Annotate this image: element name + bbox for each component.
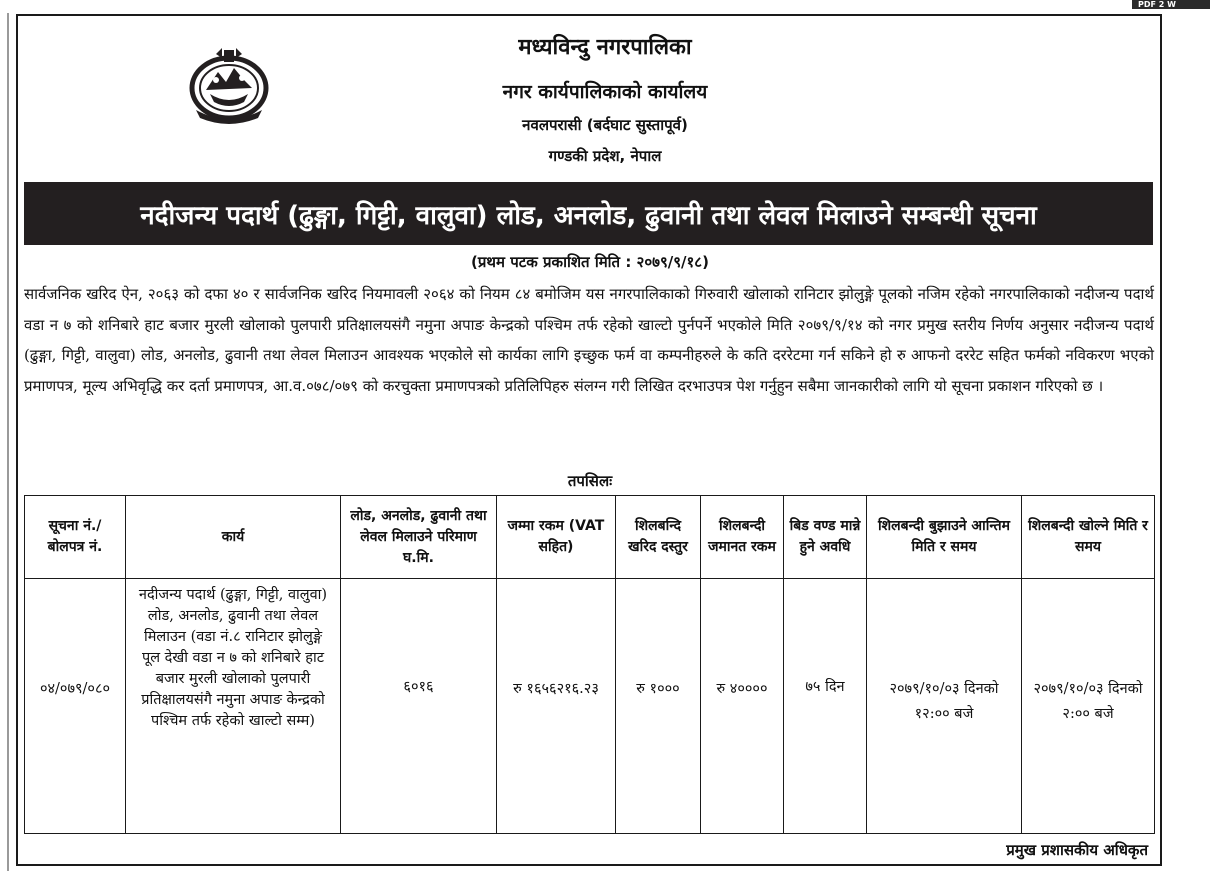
col-header-quantity: लोड, अनलोड, ढुवानी तथा लेवल मिलाउने परिमाण घ.मि. [341, 496, 497, 579]
cell-submission-deadline: २०७९/१०/०३ दिनको १२:०० बजे [867, 579, 1022, 834]
schedule-heading: तपसिलः [567, 472, 613, 490]
notice-title: नदीजन्य पदार्थ (ढुङ्गा, गिट्टी, वालुवा) लोड, अनलोड, ढुवानी तथा लेवल मिलाउने सम्बन्धी सूचना [140, 200, 1037, 231]
cell-validity: ७५ दिन [784, 579, 867, 834]
office-location: नवलपरासी (बर्दघाट सुस्तापूर्व) [522, 116, 688, 134]
page-edge-rule [7, 13, 9, 871]
office-name: नगर कार्यपालिकाको कार्यालय [502, 81, 708, 103]
col-header-work: कार्य [126, 496, 341, 579]
cell-quantity: ६०१६ [341, 579, 497, 834]
municipality-name: मध्यविन्दु नगरपालिका [518, 35, 692, 60]
table-row [25, 579, 1155, 834]
col-header-submission-deadline: शिलबन्दी बुझाउने आन्तिम मिति र समय [867, 496, 1022, 579]
cell-total-amount: रु १६५६२१६.२३ [497, 579, 616, 834]
tender-table [24, 495, 1155, 834]
col-header-validity: बिड वण्ड मान्ने हुने अवधि [784, 496, 867, 579]
province-line: गण्डकी प्रदेश, नेपाल [548, 147, 662, 165]
signatory-title: प्रमुख प्रशासकीय अधिकृत [1006, 841, 1148, 859]
col-header-opening-time: शिलबन्दी खोल्ने मिति र समय [1022, 496, 1155, 579]
cell-bid-security: रु ४०००० [701, 579, 784, 834]
col-header-total-amount: जम्मा रकम (VAT सहित) [497, 496, 616, 579]
first-published-date: (प्रथम पटक प्रकाशित मिति : २०७९/९/१८) [471, 253, 709, 271]
col-header-notice-no: सूचना नं./ बोलपत्र नं. [25, 496, 126, 579]
cell-opening-time: २०७९/१०/०३ दिनको २:०० बजे [1022, 579, 1155, 834]
notice-body: सार्वजनिक खरिद ऐन, २०६३ को दफा ४० र सार्वजनिक खरिद नियमावली २०६४ को नियम ८४ बमोजिम यस नगरपालिकाको गिरुवारी खोलाको रानिटार झोलुङ्गे पूलको नजिम रहेको नगरपालिकाको नदीजन्य पदार्थ वडा न ७ को शनिबारे हाट बजार मुरली खोलाको पुलपारी प्रतिक्षालयसंगै नमुना अपाङ केन्द्रको पश्चिम तर्फ रहेको खाल्टो पुर्नपर्ने भएकोले मिति २०७९/९/१४ को नगर प्रमुख स्तरीय निर्णय अनुसार नदीजन्य पदार्थ (ढुङ्गा, गिट्टी, वालुवा) लोड, अनलोड, ढुवानी तथा लेवल मिलाउन आवश्यक भएकोले सो कार्यका लागि इच्छुक फर्म वा कम्पनीहरुले के कति दररेटमा गर्न सकिने हो रु आफनो दररेट सहित फर्मको नविकरण भएको प्रमाणपत्र, मूल्य अभिवृद्धि कर दर्ता प्रमाणपत्र, आ.व.०७८/०७९ को करचुक्ता प्रमाणपत्रको प्रतिलिपिहरु संलग्न गरी लिखित दरभाउपत्र पेश गर्नुहुन सबैमा जानकारीको लागि यो सूचना प्रकाशन गरिएको छ । [24, 285, 1154, 395]
cell-bid-fee: रु १००० [616, 579, 701, 834]
viewer-corner-label: PDF 2 W [1132, 0, 1210, 9]
notice-title-banner [24, 182, 1153, 245]
cell-notice-no: ०४/०७९/०८० [25, 579, 126, 834]
table-header-row [25, 496, 1155, 579]
col-header-bid-security: शिलबन्दी जमानत रकम [701, 496, 784, 579]
col-header-bid-fee: शिलबन्दि खरिद दस्तुर [616, 496, 701, 579]
cell-work: नदीजन्य पदार्थ (ढुङ्गा, गिट्टी, वालुवा) लोड, अनलोड, ढुवानी तथा लेवल मिलाउन (वडा नं.८ रानिटार झोलुङ्गे पूल देखी वडा न ७ को शनिबारे हाट बजार मुरली खोलाको पुलपारी प्रतिक्षालयसंगै नमुना अपाङ केन्द्रको पश्चिम तर्फ रहेको खाल्टो सम्म) [126, 579, 341, 834]
